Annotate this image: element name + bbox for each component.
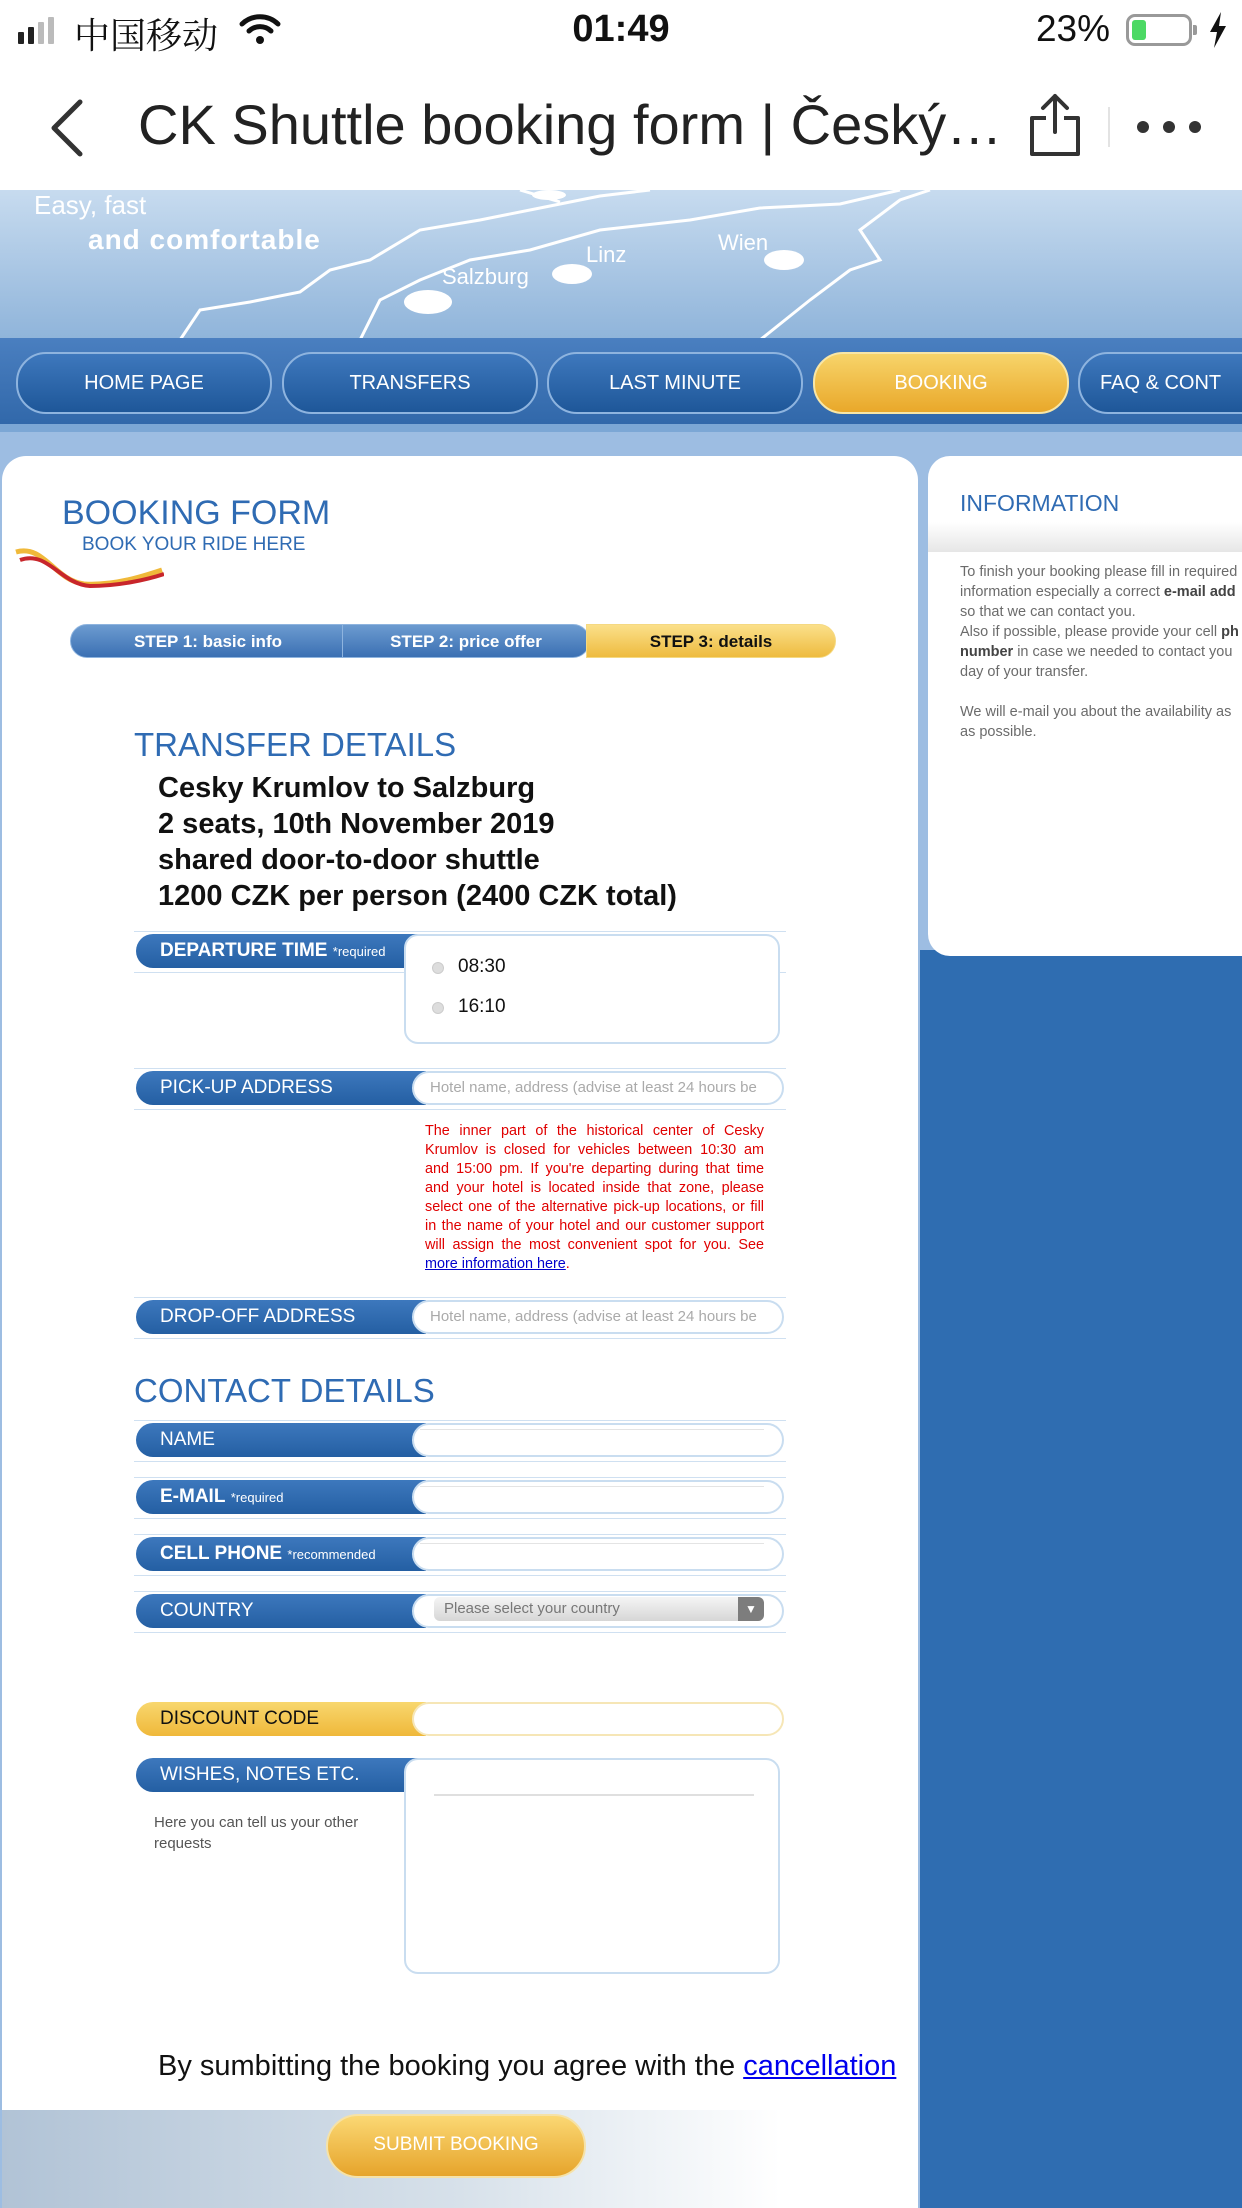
cell-phone-label: CELL PHONE *recommended [136, 1537, 426, 1571]
transfer-summary [158, 770, 677, 914]
dropoff-address-input[interactable]: Hotel name, address (advise at least 24 hours be [412, 1300, 784, 1334]
email-label: E-MAIL *required [136, 1480, 426, 1514]
cancellation-link[interactable]: cancellation [743, 2050, 897, 2082]
menu-faq-contact[interactable]: FAQ & CONT [1078, 352, 1242, 414]
email-input[interactable] [412, 1480, 784, 1514]
header-slogan-line2: and comfortable [88, 224, 321, 255]
progress-steps [70, 624, 836, 658]
page-title: CK Shuttle booking form | Český… [138, 93, 1003, 156]
info-text [960, 562, 1242, 742]
more-information-link[interactable]: more information here [425, 1256, 566, 1272]
info-line: so that we can contact you. [960, 604, 1136, 620]
clock: 01:49 [572, 8, 670, 50]
step-price-offer[interactable]: STEP 2: price offer [342, 624, 590, 658]
battery-percent: 23% [1035, 8, 1110, 49]
more-dots-icon[interactable] [1136, 120, 1202, 134]
transfer-service: shared door-to-door shuttle [158, 844, 540, 876]
departure-time-label: DEPARTURE TIME *required [136, 934, 426, 968]
discount-code-input[interactable] [412, 1702, 784, 1736]
main-menu [0, 338, 1242, 432]
sidebar-background [920, 950, 1242, 2208]
radio-button[interactable] [432, 962, 444, 974]
step-details: STEP 3: details [586, 624, 836, 658]
map-city-marker [532, 190, 566, 200]
contact-details-title: CONTACT DETAILS [134, 1372, 435, 1409]
pickup-notice: The inner part of the historical center of Cesky Krumlov is closed for vehicles between 10:30 am and 15:00 pm. If you're departing during that time and your hotel is located inside that zone, please select one of the alternative pick-up locations, or fill in the name of your hotel and our customer support will assign the most convenient spot for you. See more information here. [425, 1123, 764, 1272]
discount-code-label: DISCOUNT CODE [136, 1702, 426, 1736]
map-city-label: Wien [718, 230, 769, 255]
pickup-address-input[interactable]: Hotel name, address (advise at least 24 hours be [412, 1071, 784, 1105]
nav-divider [1108, 107, 1110, 147]
battery-icon [1126, 14, 1192, 46]
booking-form-subtitle: BOOK YOUR RIDE HERE [82, 534, 306, 555]
back-chevron-icon[interactable] [40, 96, 104, 160]
info-title-band [928, 522, 1242, 552]
share-icon[interactable] [1026, 92, 1084, 158]
country-label: COUNTRY [136, 1594, 426, 1628]
browser-nav-bar [0, 62, 1242, 191]
name-label: NAME [136, 1423, 426, 1457]
wishes-help-text: Here you can tell us your other requests [154, 1814, 359, 1852]
menu-transfers[interactable]: TRANSFERS [282, 352, 538, 414]
wishes-label: WISHES, NOTES ETC. [136, 1758, 426, 1792]
map-city-label: Linz [586, 242, 627, 267]
menu-booking[interactable]: BOOKING [813, 352, 1069, 414]
info-line: We will e-mail you about the availability as [960, 704, 1232, 720]
pickup-address-label: PICK-UP ADDRESS [136, 1071, 426, 1105]
header-slogan-line1: Easy, fast [34, 190, 147, 220]
cell-phone-input[interactable] [412, 1537, 784, 1571]
info-line: number in case we needed to contact you [960, 644, 1233, 660]
information-panel [928, 456, 1242, 956]
wishes-textarea[interactable] [404, 1758, 780, 1974]
menu-last-minute[interactable]: LAST MINUTE [547, 352, 803, 414]
booking-form-title: BOOKING FORM [62, 494, 331, 532]
submit-booking-button[interactable]: SUBMIT BOOKING [326, 2114, 586, 2178]
map-city-label: Salzburg [442, 264, 529, 289]
site-header-map [0, 190, 1242, 340]
dropdown-arrow-icon[interactable]: ▼ [738, 1597, 764, 1621]
transfer-details-title: TRANSFER DETAILS [134, 726, 457, 763]
agreement-text: By sumbitting the booking you agree with the cancellation [158, 2050, 897, 2082]
carrier-name: 中国移动 [74, 15, 219, 56]
info-line: To finish your booking please fill in required [960, 564, 1238, 580]
status-bar [0, 0, 1242, 62]
dropoff-address-label: DROP-OFF ADDRESS [136, 1300, 426, 1334]
charging-bolt-icon [1208, 12, 1228, 48]
transfer-route: Cesky Krumlov to Salzburg [158, 772, 536, 804]
departure-time-options: 08:30 16:10 [404, 934, 780, 1044]
transfer-seats-date: 2 seats, 10th November 2019 [158, 808, 555, 840]
map-city-marker [764, 250, 804, 270]
info-line: Also if possible, please provide your cell ph [960, 624, 1239, 640]
country-select[interactable]: Please select your country ▼ [434, 1597, 764, 1621]
map-city-marker [404, 290, 452, 314]
info-line: day of your transfer. [960, 664, 1089, 680]
transfer-price: 1200 CZK per person (2400 CZK total) [158, 880, 677, 912]
info-title: INFORMATION [960, 490, 1120, 516]
menu-home-page[interactable]: HOME PAGE [16, 352, 272, 414]
menu-strip [0, 424, 1242, 432]
radio-button[interactable] [432, 1002, 444, 1014]
step-basic-info[interactable]: STEP 1: basic info [70, 624, 346, 658]
name-input[interactable] [412, 1423, 784, 1457]
info-line: as possible. [960, 724, 1037, 740]
info-line: information especially a correct e-mail add [960, 584, 1236, 600]
